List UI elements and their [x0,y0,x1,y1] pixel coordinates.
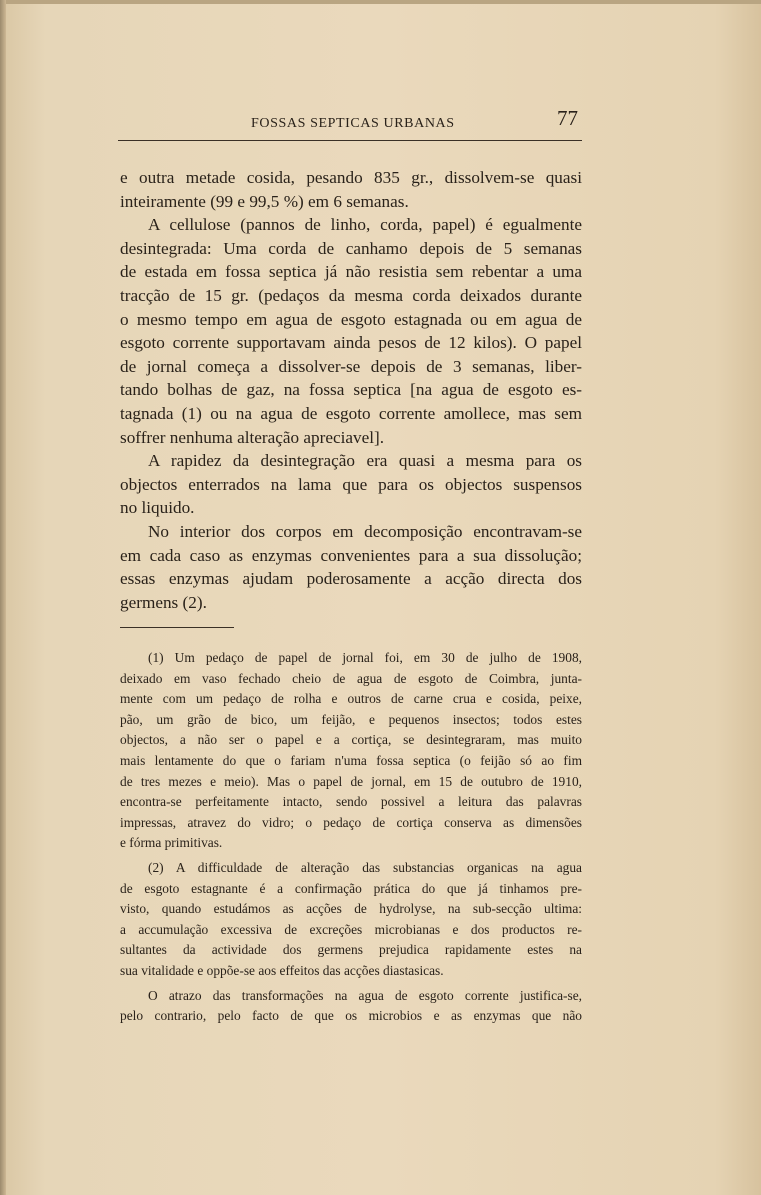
body-line: germens (2). [120,592,207,612]
footnote-line: pelo contrario, pelo facto de que os microbios e as enzymas que não [120,1008,582,1024]
body-line: desintegrada: Uma corda de canhamo depois de 5 semanas [120,238,582,258]
page-number: 77 [557,106,578,130]
footnote-line: de esgoto estagnante é a confirmação prática do que já tinhamos pre- [120,880,582,896]
footnote-line: deixado em vaso fechado cheio de agua de esgoto de Coimbra, junta- [120,670,582,686]
running-title: FOSSAS SEPTICAS URBANAS [251,116,455,131]
body-line: No interior dos corpos em decomposição encontravam-se [148,521,582,541]
body-line: tagnada (1) ou na agua de esgoto corrente amollece, mas sem [120,403,582,423]
body-line: A cellulose (pannos de linho, corda, papel) é egualmente [148,215,582,235]
footnote-line: objectos, a não ser o papel e a cortiça, se desintegraram, mas muito [120,732,582,748]
footnote-line: (2) A difficuldade de alteração das substancias organicas na agua [148,859,582,875]
footnote-line: e fórma primitivas. [120,835,223,851]
footnote-line: a accumulação excessiva de excreções microbianas e dos productos re- [120,921,582,937]
footnote-line: pão, um grão de bico, um feijão, e pequenos insectos; todos estes [120,711,582,727]
body-line: no liquido. [120,498,195,518]
footnote-line: O atrazo das transformações na agua de esgoto corrente justifica-se, [148,987,582,1003]
body-text [120,166,582,614]
body-line: e outra metade cosida, pesando 835 gr., dissolvem-se quasi [120,168,582,187]
footnote-line: impressas, atravez do vidro; o pedaço de cortiça conserva as dimensões [120,814,582,830]
body-line: tracção de 15 gr. (pedaços da mesma corda deixados durante [120,285,582,305]
body-line: tando bolhas de gaz, na fossa septica [na agua de esgoto es- [120,380,582,400]
body-line: o mesmo tempo em agua de esgoto estagnada ou em agua de [120,309,582,329]
footnote-line: mente com um pedaço de rolha e outros de carne crua e cosida, peixe, [120,691,582,707]
footnote-line: visto, quando estudámos as acções de hydrolyse, na sub-secção ultima: [120,901,582,917]
body-line: essas enzymas ajudam poderosamente a acção directa dos [120,569,582,589]
footnote-line: mais lentamente do que o fariam n'uma fossa septica (o feijão só ao fim [120,752,582,768]
body-line: soffrer nenhuma alteração apreciavel]. [120,427,385,447]
page-binding-edge [0,0,6,1195]
footnote-line: de tres mezes e meio). Mas o papel de jornal, em 15 de outubro de 1910, [120,773,582,789]
footnotes [120,648,582,1027]
footnote-separator [120,627,234,628]
footnote-line: (1) Um pedaço de papel de jornal foi, em 30 de julho de 1908, [148,650,582,665]
body-line: de jornal começa a dissolver-se depois de 3 semanas, liber- [120,356,582,376]
page-top-edge [0,0,761,4]
body-line: esgoto corrente supportavam ainda pesos de 12 kilos). O papel [120,333,582,353]
body-line: inteiramente (99 e 99,5 %) em 6 semanas. [120,191,409,211]
footnote-line: encontra-se perfeitamente intacto, sendo possivel a leitura das palavras [120,794,582,810]
running-header [118,104,582,141]
body-line: objectos enterrados na lama que para os objectos suspensos [120,474,582,494]
body-line: A rapidez da desintegração era quasi a mesma para os [148,451,582,471]
footnote-line: sua vitalidade e oppõe-se aos effeitos das acções diastasicas. [120,962,444,978]
footnote-line: sultantes da actividade dos germens prejudica rapidamente estes na [120,942,582,958]
body-line: em cada caso as enzymas convenientes para a sua dissolução; [120,545,582,565]
body-line: de estada em fossa septica já não resistia sem rebentar a uma [120,262,582,282]
